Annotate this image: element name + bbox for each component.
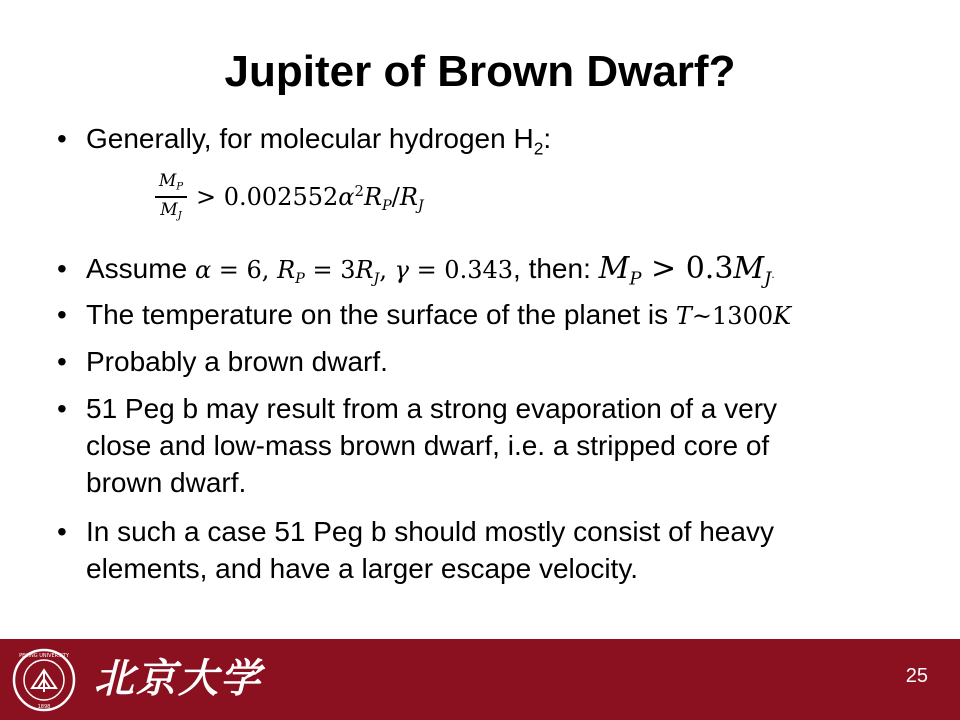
university-name: 北京大学 bbox=[94, 655, 262, 702]
bullet-dot: • bbox=[57, 299, 67, 330]
bullet-line: 51 Peg b may result from a strong evaporation of a very bbox=[86, 393, 778, 424]
alpha-symbol: α bbox=[338, 183, 355, 211]
bullet-dot: • bbox=[57, 393, 67, 424]
temperature-text: The temperature on the surface of the planet is bbox=[86, 299, 676, 330]
temperature-value: ~1300 bbox=[691, 302, 774, 330]
bullet-text: Generally, for molecular hydrogen H bbox=[86, 123, 534, 154]
bullet-text: Probably a brown dwarf. bbox=[86, 346, 388, 377]
rj-subscript: J bbox=[373, 271, 380, 288]
bullet-line: In such a case 51 Peg b should mostly consist of heavy bbox=[86, 516, 774, 547]
bullet-dot: • bbox=[57, 346, 67, 377]
alpha-value: = 6, bbox=[211, 256, 278, 284]
rp-subscript: P bbox=[382, 198, 392, 215]
bullet-line: elements, and have a larger escape velocity. bbox=[86, 553, 639, 584]
mp-subscript: P bbox=[629, 268, 642, 290]
mj-subscript: J bbox=[177, 210, 182, 222]
bullet-dot: • bbox=[57, 123, 67, 154]
fraction-numerator bbox=[153, 171, 189, 193]
assume-label: Assume bbox=[86, 253, 195, 284]
bullet-dot: • bbox=[57, 516, 67, 547]
slide-title: Jupiter of Brown Dwarf? bbox=[224, 47, 736, 96]
rj-subscript: J bbox=[417, 198, 424, 215]
comma: , bbox=[379, 256, 395, 284]
gamma-value: = 0.343 bbox=[408, 256, 514, 284]
footer-bar bbox=[0, 639, 960, 720]
rj-symbol: R bbox=[399, 183, 418, 211]
fraction-bar bbox=[155, 196, 187, 198]
k-symbol: K bbox=[773, 302, 792, 330]
division-slash: / bbox=[391, 183, 400, 211]
formula-rhs bbox=[196, 182, 424, 214]
alpha-exponent: 2 bbox=[354, 182, 364, 200]
t-symbol: T bbox=[675, 302, 692, 330]
bullet-line: brown dwarf. bbox=[86, 467, 247, 498]
bullet-text-end: : bbox=[543, 123, 552, 154]
alpha-symbol: α bbox=[194, 256, 212, 284]
rp-symbol: R bbox=[363, 183, 383, 211]
seal-year: 1898 bbox=[37, 704, 51, 710]
mp-subscript: P bbox=[176, 181, 184, 193]
then-label: , then: bbox=[513, 253, 599, 284]
fraction-denominator bbox=[153, 200, 189, 222]
bullet-line: close and low-mass brown dwarf, i.e. a stripped core of bbox=[86, 430, 770, 461]
bullet-dot: • bbox=[57, 253, 67, 284]
seal-text: PEKING UNIVERSITY bbox=[19, 653, 69, 659]
rp-symbol: R bbox=[277, 256, 296, 284]
mj-symbol: M bbox=[160, 200, 178, 220]
mj-subscript: J bbox=[764, 268, 772, 290]
period: . bbox=[771, 267, 775, 281]
gamma-symbol: γ bbox=[394, 256, 409, 284]
subscript: 2 bbox=[533, 138, 544, 159]
mp-symbol: M bbox=[158, 171, 177, 191]
rp-subscript: P bbox=[295, 271, 305, 288]
page-number: 25 bbox=[905, 665, 928, 687]
mj-symbol: M bbox=[733, 251, 765, 286]
university-seal-icon bbox=[12, 648, 76, 712]
mass-inequality: > 0.3 bbox=[641, 251, 734, 286]
inequality-constant: > 0.002552 bbox=[196, 183, 339, 211]
mp-symbol: M bbox=[598, 251, 630, 286]
rj-symbol: R bbox=[355, 256, 374, 284]
rp-equals: = 3 bbox=[304, 256, 356, 284]
